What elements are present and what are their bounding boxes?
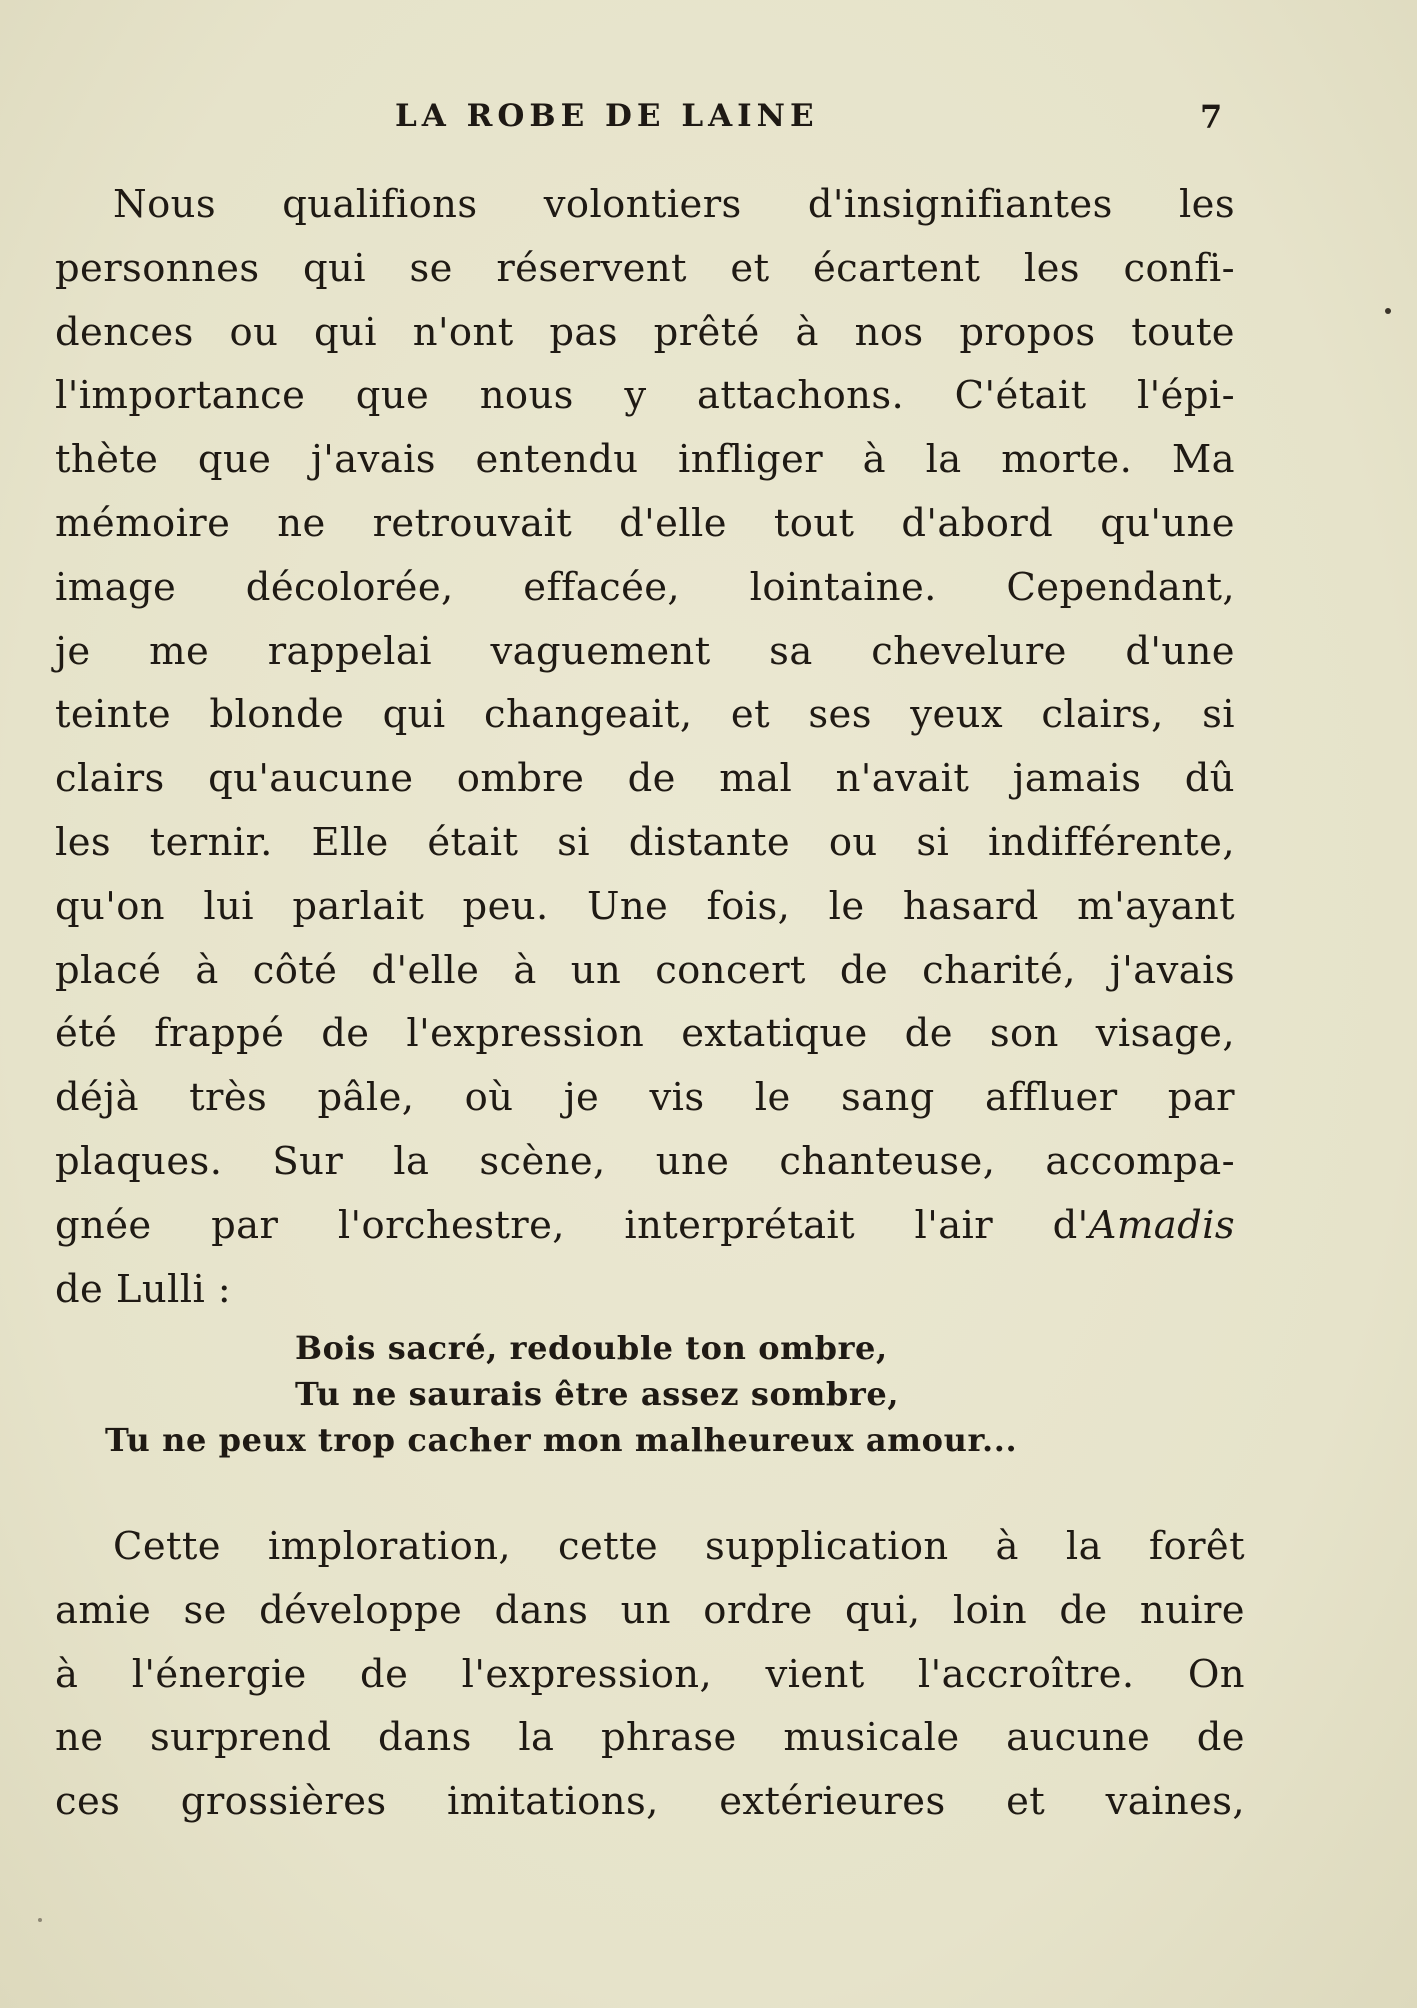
verse-line: Tu ne saurais être assez sombre, <box>295 1375 900 1413</box>
text-line: mémoire ne retrouvait d'elle tout d'abord qu'une <box>55 500 1235 546</box>
text-line: clairs qu'aucune ombre de mal n'avait jamais dû <box>55 756 1235 802</box>
text-line: été frappé de l'expression extatique de son visage, <box>55 1011 1235 1057</box>
text-line: je me rappelai vaguement sa chevelure d'une <box>55 628 1235 674</box>
verse-line: Bois sacré, redouble ton ombre, <box>295 1329 888 1367</box>
text-line: Nous qualifions volontiers d'insignifiantes les <box>113 182 1235 227</box>
text-line: ne surprend dans la phrase musicale aucune de <box>55 1715 1245 1761</box>
text-line <box>55 1194 1235 1258</box>
text-line: thète que j'avais entendu infliger à la morte. Ma <box>55 437 1235 483</box>
text-line: personnes qui se réservent et écartent les confi- <box>55 245 1235 291</box>
paragraph-1 <box>55 173 1235 1321</box>
text-line: placé à côté d'elle à un concert de charité, j'avais <box>55 947 1235 993</box>
running-title: LA ROBE DE LAINE <box>395 98 819 134</box>
text-line: teinte blonde qui changeait, et ses yeux clairs, si <box>55 692 1235 738</box>
text-roman: gnée par l'orchestre, interprétait l'air d' <box>55 1202 1089 1248</box>
verse-line: Tu ne peux trop cacher mon malheureux amour... <box>105 1421 1018 1459</box>
text-line: ces grossières imitations, extérieures et vaines, <box>55 1779 1245 1825</box>
text-line: les ternir. Elle était si distante ou si indifférente, <box>55 819 1235 865</box>
text-line: qu'on lui parlait peu. Une fois, le hasard m'ayant <box>55 883 1235 929</box>
text-line: Cette imploration, cette supplication à la forêt <box>113 1524 1245 1569</box>
text-line: amie se développe dans un ordre qui, loin de nuire <box>55 1587 1245 1633</box>
page-number: 7 <box>1200 98 1223 136</box>
verse-quote <box>100 1325 1200 1463</box>
running-head <box>0 98 1417 148</box>
paper-speck <box>1385 308 1391 314</box>
text-line: de Lulli : <box>55 1266 232 1312</box>
paper-speck <box>38 1918 42 1922</box>
paragraph-2 <box>55 1515 1245 1834</box>
text-line: l'importance que nous y attachons. C'était l'épi- <box>55 373 1235 419</box>
text-line: plaques. Sur la scène, une chanteuse, accompa- <box>55 1138 1235 1184</box>
text-line: image décolorée, effacée, lointaine. Cependant, <box>55 564 1235 610</box>
text-line: à l'énergie de l'expression, vient l'accroître. On <box>55 1651 1245 1697</box>
text-line: dences ou qui n'ont pas prêté à nos propos toute <box>55 309 1235 355</box>
text-line: déjà très pâle, où je vis le sang affluer par <box>55 1075 1235 1121</box>
opera-title-italic: Amadis <box>1088 1202 1235 1248</box>
